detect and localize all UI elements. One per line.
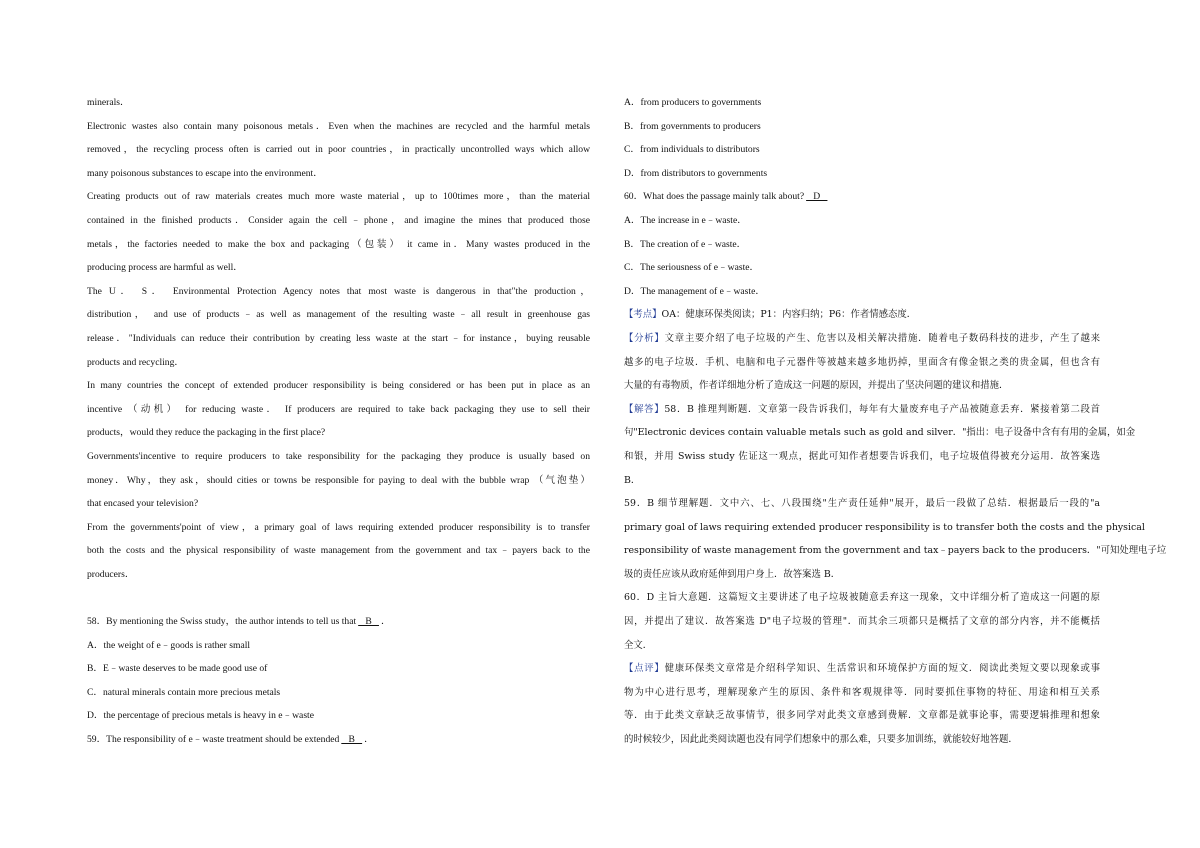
answer-explanation-line: 59．B 细节理解题．文中六、七、八段围绕"生产责任延伸"展开，最后一段做了总结．根据最后一段的"a bbox=[624, 498, 1100, 510]
option-item: A．from producers to governments bbox=[624, 97, 762, 108]
passage-line: The U． S． Environmental Protection Agency notes that most waste is dangerous in that"the production， bbox=[87, 285, 590, 297]
dianping-text bbox=[624, 681, 1100, 752]
question-59-stem: 59．The responsibility of e﹣waste treatment should be extended bbox=[87, 734, 340, 746]
answer-explanation-line: 60．D 主旨大意题．这篇短文主要讲述了电子垃圾被随意丢弃这一现象，文中详细分析了造成这一问题的原 bbox=[624, 592, 1100, 604]
passage-line: producers． bbox=[87, 568, 135, 580]
fenxi-tag: 【分析】 bbox=[624, 332, 665, 344]
analysis-line: 越多的电子垃圾．手机、电脑和电子元器件等被越来越多地扔掉，里面含有像金银之类的贵金属，但也含有 bbox=[624, 356, 1100, 368]
option-item: A．The increase in e﹣waste． bbox=[624, 214, 747, 226]
fenxi-section bbox=[624, 327, 1100, 351]
question-60-stem: 60．What does the passage mainly talk about? bbox=[624, 191, 805, 203]
kaodian-section bbox=[624, 303, 1100, 327]
passage-text bbox=[87, 91, 590, 586]
question-58-stem: 58．By mentioning the Swiss study，the author intends to tell us that bbox=[87, 616, 357, 628]
answer-explanation-line: B． bbox=[624, 474, 641, 486]
option-item: C．The seriousness of e﹣waste． bbox=[624, 262, 760, 274]
passage-line: Governments'incentive to require producers to take responsibility for the packaging they produce is usually based on bbox=[87, 450, 590, 462]
dianping-first-line: 健康环保类文章常是介绍科学知识、生活常识和环境保护方面的短文．阅读此类短文要以现象或事 bbox=[664, 663, 1100, 675]
answer-explanation-line: 因，并提出了建议．故答案选 D"电子垃圾的管理"．而其余三项都只是概括了文章的部分内容，并不能概括 bbox=[624, 616, 1100, 628]
option-item: D．from distributors to governments bbox=[624, 167, 768, 179]
passage-line: contained in the finished products．Consider again the cell﹣phone，and imagine the mines that produced those bbox=[87, 214, 590, 226]
passage-line: removed，the recycling process often is carried out in poor countries，in practically uncontrolled ways which allow bbox=[87, 144, 590, 156]
passage-line: incentive （动机） for reducing waste． If producers are required to take back packaging they use to sell their bbox=[87, 403, 590, 415]
question-58-options bbox=[87, 634, 590, 728]
passage-line: minerals． bbox=[87, 97, 130, 108]
question-60-options bbox=[624, 209, 1100, 303]
option-item: C．from individuals to distributors bbox=[624, 144, 760, 156]
passage-line: From the governments'point of view，a primary goal of laws requiring extended producer responsibility is to transfer bbox=[87, 521, 590, 533]
passage-line: release．"Individuals can reduce their contribution by creating less waste at the start﹣for instance，buying reusable bbox=[87, 332, 590, 344]
answer-explanation-line: 和银，并用 Swiss study 佐证这一观点，据此可知作者想要告诉我们，电子垃圾值得被充分运用．故答案选 bbox=[624, 450, 1100, 462]
passage-line: both the costs and the physical responsibility of waste management from the government and tax﹣payers back to the bbox=[87, 545, 590, 557]
passage-line: metals，the factories needed to make the box and packaging（包装） it came in．Many wastes produced in the bbox=[87, 238, 590, 250]
option-item: B．from governments to producers bbox=[624, 120, 761, 132]
left-column bbox=[87, 91, 590, 752]
answer-explanation-line: primary goal of laws requiring extended producer responsibility is to transfer both the costs and the physical bbox=[624, 521, 1145, 533]
question-59-options bbox=[624, 91, 1100, 185]
passage-line: In many countries the concept of extended producer responsibility is being considered or has been put in place as an bbox=[87, 380, 590, 392]
jieda-text bbox=[624, 421, 1167, 657]
passage-line: products and recycling． bbox=[87, 356, 184, 368]
question-58 bbox=[87, 610, 590, 634]
answer-explanation-line: 圾的责任应该从政府延伸到用户身上．故答案选 B． bbox=[624, 568, 841, 580]
option-item: A．the weight of e﹣goods is rather small bbox=[87, 639, 251, 651]
passage-line: that encased your television? bbox=[87, 498, 199, 510]
question-58-answer: B bbox=[358, 616, 379, 628]
right-column bbox=[624, 91, 1167, 752]
question-60-answer: D bbox=[806, 191, 828, 203]
fenxi-text bbox=[624, 351, 1100, 398]
fenxi-first-line: 文章主要介绍了电子垃圾的产生、危害以及相关解决措施．随着电子数码科技的进步，产生了越来 bbox=[664, 332, 1100, 344]
answer-explanation-line: responsibility of waste management from the government and tax﹣payers back to the producers．"可知处理电子垃 bbox=[624, 545, 1167, 557]
jieda-tag: 【解答】 bbox=[624, 403, 665, 415]
jieda-section bbox=[624, 398, 1100, 422]
question-58-end: ． bbox=[380, 616, 391, 628]
analysis-line: 大量的有毒物质，作者详细地分析了造成这一问题的原因，并提出了坚决问题的建议和措施． bbox=[624, 380, 1009, 392]
passage-line: money．Why，they ask，should cities or towns be responsible for paying to deal with the bubble wrap （气泡垫） bbox=[87, 474, 590, 486]
option-item: B．E﹣waste deserves to be made good use of bbox=[87, 663, 268, 675]
comment-line: 的时候较少，因此此类阅读题也没有同学们想象中的那么难，只要多加训练，就能较好地答题． bbox=[624, 734, 1018, 746]
option-item: C．natural minerals contain more precious metals bbox=[87, 686, 281, 698]
passage-line: Creating products out of raw materials creates much more waste material，up to 100times more，than the material bbox=[87, 191, 590, 203]
question-59-answer: B bbox=[341, 734, 363, 746]
answer-explanation-line: 句"Electronic devices contain valuable metals such as gold and silver．"指出：电子设备中含有有用的金属，如金 bbox=[624, 427, 1136, 439]
question-60 bbox=[624, 185, 1100, 209]
jieda-first-line: 58．B 推理判断题．文章第一段告诉我们，每年有大量废弃电子产品被随意丢弃．紧接着第二段首 bbox=[664, 403, 1100, 415]
passage-line: distribution， and use of products﹣as well as management of the resulting waste﹣all result in greenhouse gas bbox=[87, 309, 590, 321]
option-item: D．The management of e﹣waste． bbox=[624, 285, 765, 297]
option-item: D．the percentage of precious metals is heavy in e﹣waste bbox=[87, 710, 314, 722]
question-59 bbox=[87, 728, 590, 752]
comment-line: 物为中心进行思考，理解现象产生的原因、条件和客观规律等．同时要抓住事物的特征、用途和相互关系 bbox=[624, 686, 1100, 698]
comment-line: 等．由于此类文章缺乏故事情节，很多同学对此类文章感到费解．文章都是就事论事，需要逻辑推理和想象 bbox=[624, 710, 1100, 722]
option-item: B．The creation of e﹣waste． bbox=[624, 238, 747, 250]
answer-explanation-line: 全文． bbox=[624, 639, 653, 651]
dianping-tag: 【点评】 bbox=[624, 663, 665, 675]
spacer bbox=[87, 586, 590, 610]
kaodian-tag: 【考点】 bbox=[624, 309, 662, 321]
passage-line: products，would they reduce the packaging in the first place? bbox=[87, 427, 326, 439]
dianping-section bbox=[624, 657, 1100, 681]
kaodian-text: OA：健康环保类阅读；P1：内容归纳；P6：作者情感态度． bbox=[661, 309, 917, 321]
passage-line: producing process are harmful as well． bbox=[87, 262, 243, 274]
passage-line: Electronic wastes also contain many poisonous metals．Even when the machines are recycled and the harmful metals bbox=[87, 120, 590, 132]
passage-line: many poisonous substances to escape into the environment． bbox=[87, 167, 323, 179]
question-59-end: ． bbox=[364, 734, 374, 746]
